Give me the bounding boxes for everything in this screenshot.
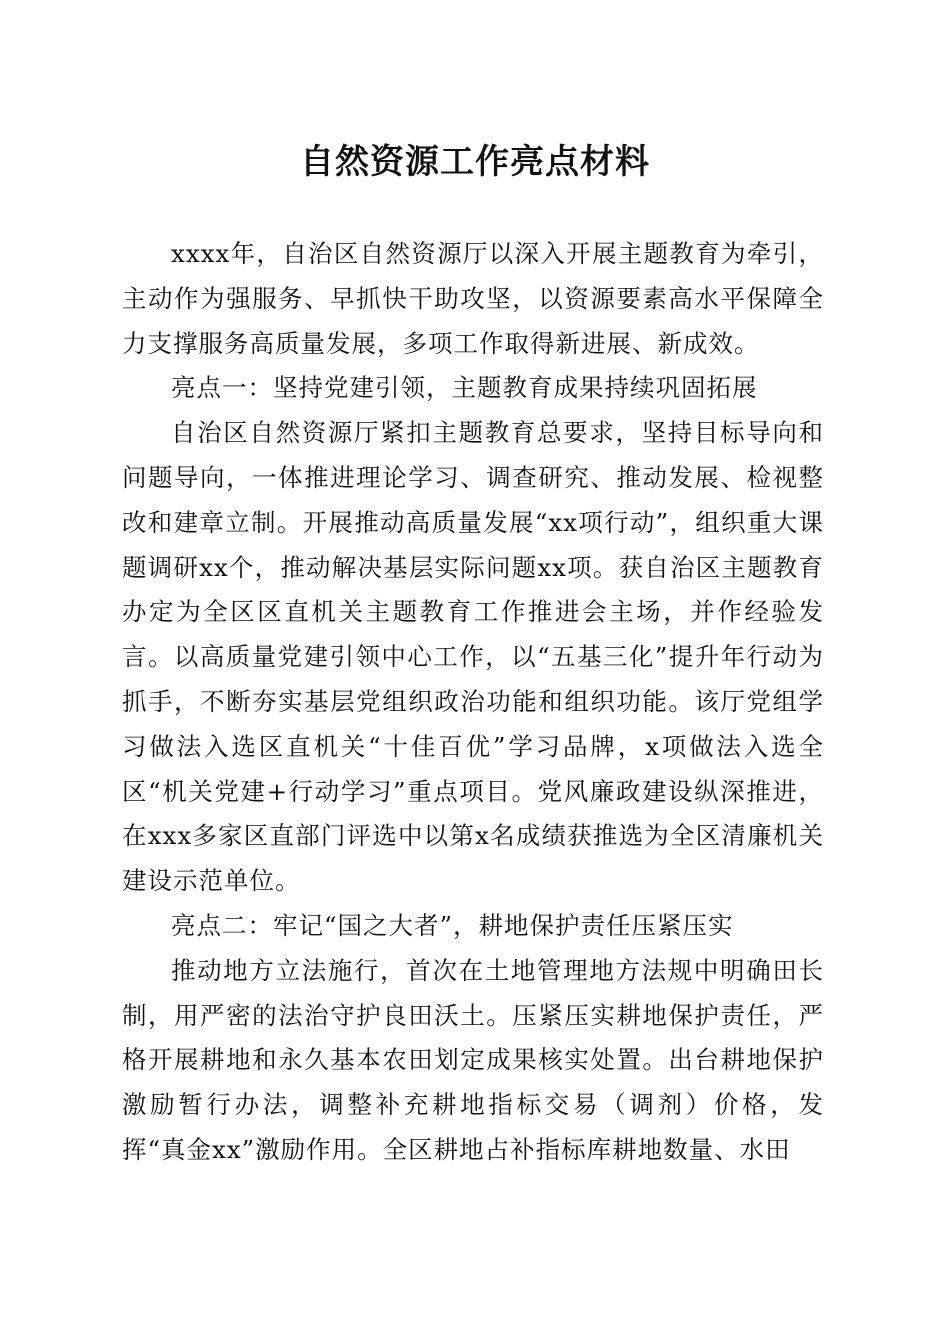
document-title: 自然资源工作亮点材料 [300, 142, 650, 182]
highlight-two-paragraph: 推动地方立法施行，首次在土地管理地方法规中明确田长制，用严密的法治守护良田沃土。压紧压实耕地保护责任，严格开展耕地和永久基本农田划定成果核实处置。出台耕地保护激励暂行办法，调整补充耕地指标交易（调剂）价格，发挥“真金xx”激励作用。全区耕地占补指标库耕地数量、水田 [122, 955, 824, 1164]
highlight-one-paragraph: 自治区自然资源厅紧扣主题教育总要求，坚持目标导向和问题导向，一体推进理论学习、调查研究、推动发展、检视整改和建章立制。开展推动高质量发展“xx项行动”，组织重大课题调研xx个，推动解决基层实际问题xx项。获自治区主题教育办定为全区区直机关主题教育工作推进会主场，并作经验发言。以高质量党建引领中心工作，以“五基三化”提升年行动为抓手，不断夯实基层党组织政治功能和组织功能。该厅党组学习做法入选区直机关“十佳百优”学习品牌，x项做法入选全区“机关党建+行动学习”重点项目。党风廉政建设纵深推进，在xxx多家区直部门评选中以第x名成绩获推选为全区清廉机关建设示范单位。 [122, 418, 824, 896]
highlight-two-heading: 亮点二：牢记“国之大者”，耕地保护责任压紧压实 [171, 910, 734, 940]
document-body [122, 232, 824, 1173]
highlight-one-heading: 亮点一：坚持党建引领，主题教育成果持续巩固拓展 [171, 373, 758, 403]
intro-paragraph: xxxx年，自治区自然资源厅以深入开展主题教育为牵引，主动作为强服务、早抓快干助攻坚，以资源要素高水平保障全力支撑服务高质量发展，多项工作取得新进展、新成效。 [122, 239, 824, 358]
